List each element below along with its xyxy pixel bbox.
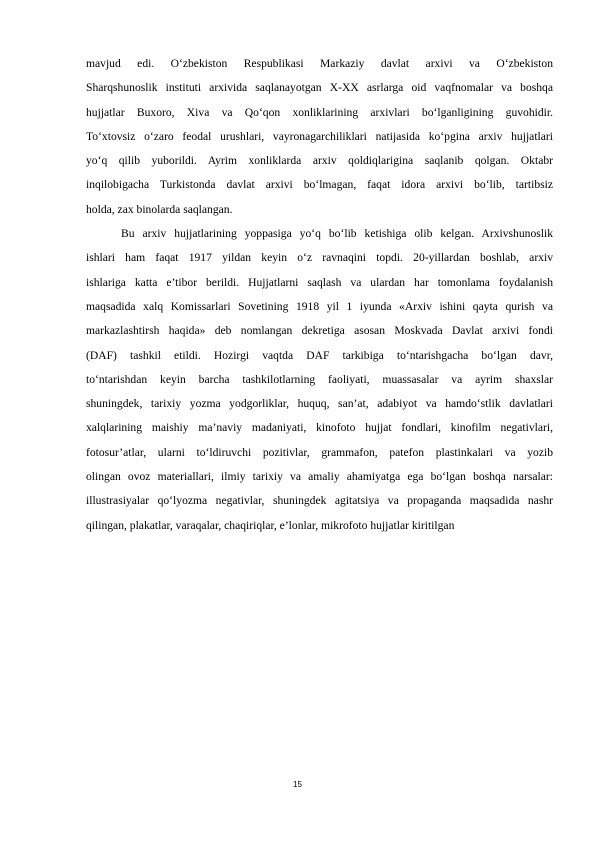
text-line: qilingan, plakatlar, varaqalar, chaqiriqlar, e’lonlar, mikrofoto hujjatlar kiritilgan [86,518,455,532]
text-line: To‘xtovsiz o‘zaro feodal urushlari, vayronagarchiliklari natijasida ko‘pgina arxiv hujjatlari [86,129,553,143]
text-line: olingan ovoz materiallari, ilmiy tarixiy va amaliy ahamiyatga ega bo‘lgan boshqa narsalar: [86,470,553,484]
text-line: fotosur’atlar, ularni to‘ldiruvchi pozitivlar, grammafon, patefon plastinkalari va yozib [86,445,553,459]
text-line: ishlari ham faqat 1917 yildan keyin o‘z ravnaqini topdi. 20-yillardan boshlab, arxiv [86,251,553,265]
text-line: yo‘q qilib yuborildi. Ayrim xonliklarda arxiv qoldiqlarigina saqlanib qolgan. Oktabr [86,154,553,168]
text-line: xalqlarining maishiy ma’naviy madaniyati, kinofoto hujjat fondlari, kinofilm negativlari, [86,421,553,435]
text-line: hujjatlar Buxoro, Xiva va Qo‘qon xonliklarining arxivlari bo‘lganligining guvohidir. [86,105,553,119]
text-line: Sharqshunoslik instituti arxivida saqlanayotgan X-XX asrlarga oid vaqfnomalar va boshqa [86,81,553,95]
text-line: holda, zax binolarda saqlangan. [86,202,233,216]
text-line: maqsadida xalq Komissarlari Sovetining 1918 yil 1 iyunda «Arxiv ishini qayta qurish va [86,299,553,313]
text-line: shuningdek, tarixiy yozma yodgorliklar, huquq, san’at, adabiyot va hamdo‘stlik davlatlari [86,397,553,411]
body-text [86,52,553,538]
text-line: inqilobigacha Turkistonda davlat arxivi bo‘lmagan, faqat idora arxivi bo‘lib, tartibsiz [86,178,553,192]
text-line: (DAF) tashkil etildi. Hozirgi vaqtda DAF tarkibiga to‘ntarishgacha bo‘lgan davr, [86,348,553,362]
text-line: mavjud edi. O‘zbekiston Respublikasi Markaziy davlat arxivi va O‘zbekiston [86,57,553,70]
text-line: to‘ntarishdan keyin barcha tashkilotlarning faoliyati, muassasalar va ayrim shaxslar [86,372,553,386]
text-line: ishlariga katta e’tibor berildi. Hujjatlarni saqlash va ulardan har tomonlama foydalanish [86,275,553,289]
text-line: illustrasiyalar qo‘lyozma negativlar, shuningdek agitatsiya va propaganda maqsadida nashr [86,494,553,508]
page-number: 15 [293,780,302,789]
text-line: markazlashtirsh haqida» deb nomlangan dekretiga asosan Moskvada Davlat arxivi fondi [86,324,553,338]
text-line: Bu arxiv hujjatlarining yoppasiga yo‘q bo‘lib ketishiga olib kelgan. Arxivshunoslik [121,227,553,241]
